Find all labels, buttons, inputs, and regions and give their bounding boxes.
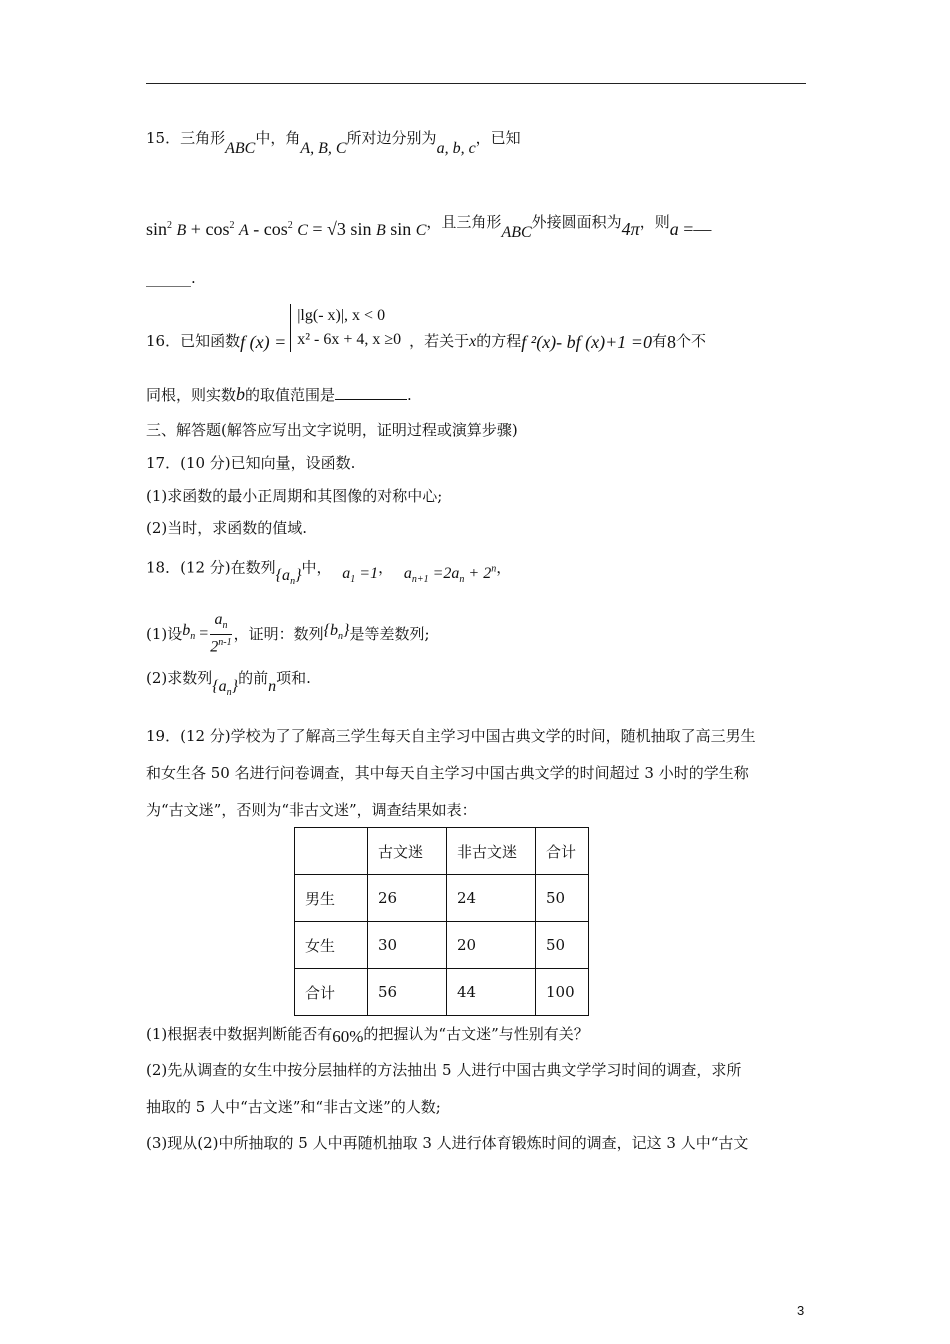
q19-line2: 和女生各 50 名进行问卷调查，其中每天自主学习中国古典文学的时间超过 3 小时的学生称 [146, 764, 749, 782]
table-cell: 100 [536, 969, 589, 1016]
initial-term: $a_1 =1$ [342, 565, 379, 586]
table-header-cell: 合计 [536, 828, 589, 875]
sequence-a: $\{a_n\}$ [275, 567, 302, 588]
table-cell: 44 [447, 969, 536, 1016]
q19-line1: 19．(12 分)学校为了了解高三学生每天自主学习中国古典文学的时间，随机抽取了高三男生 [146, 727, 756, 745]
table-row [295, 875, 589, 922]
q19-part3-line1: (3)现从(2)中所抽取的 5 人中再随机抽取 3 人进行体育锻炼时间的调查，记这 3 人中“古文 [146, 1134, 749, 1152]
table-cell: 20 [447, 922, 536, 969]
q17-part1: (1)求函数的最小正周期和其图像的对称中心; [146, 487, 443, 505]
table-cell: 26 [368, 875, 447, 922]
q16-line2: 同根，则实数b的取值范围是 . [146, 384, 412, 404]
table-cell: 男生 [295, 875, 368, 922]
q17-head: 17．(10 分)已知向量，设函数. [146, 454, 356, 472]
q16-line1: 16．已知函数f (x) = |lg(- x)|, x < 0 x² - 6x + 4, x ≥0 ，若关于x的方程f ²(x)- bf (x)+1 =0有8个不 [146, 304, 706, 352]
page-number: 3 [797, 1303, 805, 1318]
table-header-cell: 古文迷 [368, 828, 447, 875]
triangle-name: ABC [225, 140, 256, 157]
table-row [295, 969, 589, 1016]
q19-part1: (1)根据表中数据判断能否有60%的把握认为“古文迷”与性别有关？ [146, 1025, 589, 1046]
table-header-row [295, 828, 589, 875]
header-rule [146, 83, 806, 84]
table-row [295, 922, 589, 969]
table-cell: 56 [368, 969, 447, 1016]
angles: A, B, C [300, 140, 347, 157]
table-cell: 50 [536, 875, 589, 922]
q15-line3 [146, 268, 196, 288]
answer-blank: ______. [146, 269, 196, 287]
q19-part2-line2: 抽取的 5 人中“古文迷”和“非古文迷”的人数; [146, 1098, 441, 1116]
q18-head: 18．(12 分)在数列$\{a_n\}$中， $a_1 =1$， $a_{n+1} =2a_n + 2^n$， [146, 558, 512, 588]
table-header-cell [295, 828, 368, 875]
q15-equation: $\sin^2 B + \cos^2 A - \cos^2 C = √3$ sin B sin C [146, 219, 427, 239]
q19-line3: 为“古文迷”，否则为“非古文迷”，调查结果如表： [146, 801, 477, 819]
recurrence: $a_{n+1} =2a_n + 2^n$ [403, 564, 497, 586]
survey-table [294, 827, 589, 1016]
q16-equation: f ²(x)- bf (x)+1 =0 [521, 332, 652, 352]
table-cell: 女生 [295, 922, 368, 969]
answer-blank [335, 399, 407, 400]
q15-line1: 15．三角形ABC中，角A, B, C所对边分别为a, b, c，已知 [146, 129, 521, 157]
q19-part2-line1: (2)先从调查的女生中按分层抽样的方法抽出 5 人进行中国古典文学学习时间的调查，求所 [146, 1061, 742, 1079]
function-name: f (x) = [240, 332, 287, 352]
piecewise-function: |lg(- x)|, x < 0 x² - 6x + 4, x ≥0 [290, 304, 401, 352]
table-cell: 30 [368, 922, 447, 969]
q15-line2: $\sin^2 B + \cos^2 A - \cos^2 C = √3$ sin B sin C，且三角形ABC外接圆面积为4π，则a =— [146, 213, 712, 241]
section-heading: 三、解答题(解答应写出文字说明，证明过程或演算步骤) [146, 421, 518, 439]
q17-part2: (2)当时，求函数的值域. [146, 519, 308, 537]
table-header-cell: 非古文迷 [447, 828, 536, 875]
table-cell: 合计 [295, 969, 368, 1016]
q18-part1: (1)设$b_n$ = $\frac{a_n}{2^{n-1}}$ ，证明：数列$\{b_n\}$是等差数列; [146, 611, 430, 656]
q18-part2: (2)求数列$\{a_n\}$的前n项和. [146, 669, 311, 699]
table-cell: 50 [536, 922, 589, 969]
b-definition-fraction: $\frac{a_n}{2^{n-1}}$ [210, 611, 232, 656]
sides: a, b, c [436, 140, 476, 157]
table-cell: 24 [447, 875, 536, 922]
